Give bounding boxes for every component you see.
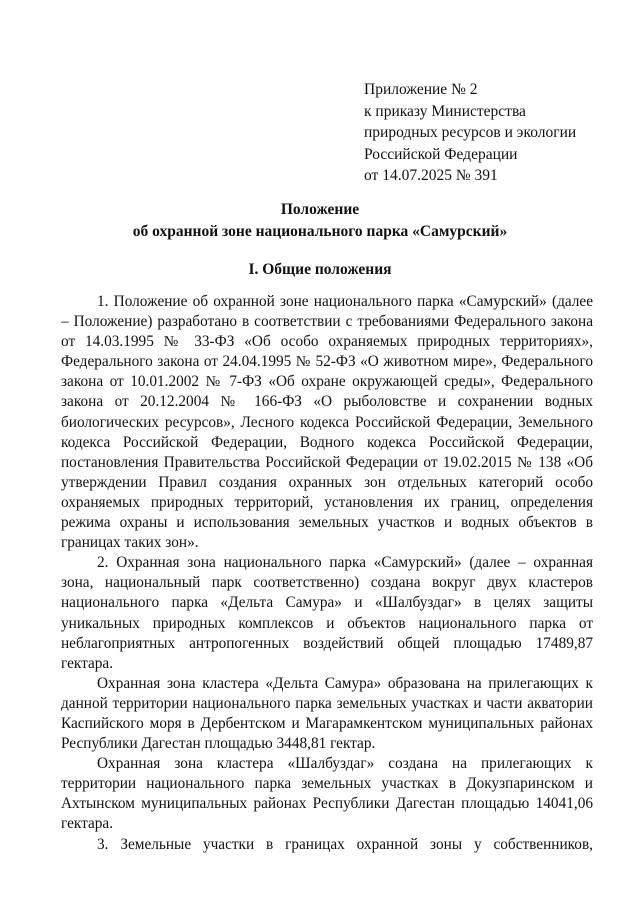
- paragraph-2: 2. Охранная зона национального парка «Самурский» (далее – охранная зона, национальный парк соответственно) создана вокруг двух кластеров национального парка «Дельта Самура» и «Шалбуздаг» в целях защиты уникальных природных комплексов и объектов национального парка от неблагоприятных антропогенных воздействий общей площадью 17489,87 гектара.: [61, 554, 593, 672]
- title-line-1: Положение: [280, 201, 360, 218]
- appendix-line: Российской Федерации: [364, 145, 518, 163]
- paragraph-3: Охранная зона кластера «Дельта Самура» образована на прилегающих к данной территории национального парка земельных участках и части акватории Каспийского моря в Дербентском и Магарамкентском муниципальных районах Республики Дагестан площадью 3448,81 гектар.: [61, 674, 593, 753]
- paragraph-1: 1. Положение об охранной зоне национального парка «Самурский» (далее – Положение) разработано в соответствии с требованиями Федерального закона от 14.03.1995 № 33-ФЗ «Об особо охраняемых природных территориях», Федерального закона от 24.04.1995 № 52-ФЗ «О животном мире», Федерального закона от 10.01.2002 № 7-ФЗ «Об охране окружающей среды», Федерального закона от 20.12.2004 № 166-ФЗ «О рыболовстве и сохранении водных биологических ресурсов», Лесного кодекса Российской Федерации, Земельного кодекса Российской Федерации, Водного кодекса Российской Федерации, постановления Правительства Российской Федерации от 19.02.2015 № 138 «Об утверждении Правил создания охранных зон отдельных категорий особо охраняемых природных территорий, установления их границ, определения режима охраны и использования земельных участков и водных объектов в границах таких зон».: [61, 293, 593, 552]
- paragraph-4: Охранная зона кластера «Шалбуздаг» создана на прилегающих к территории национального парка земельных участках в Докузпаринском и Ахтынском муниципальных районах Республики Дагестан площадью 14041,06 гектара.: [61, 755, 593, 833]
- appendix-header: [364, 79, 576, 187]
- appendix-line: природных ресурсов и экологии: [364, 124, 577, 141]
- appendix-line: от 14.07.2025 № 391: [364, 167, 498, 184]
- appendix-line: Приложение № 2: [364, 81, 478, 98]
- appendix-line: к приказу Министерства: [364, 102, 526, 120]
- document-body: [61, 292, 593, 855]
- section-heading: I. Общие положения: [248, 261, 392, 278]
- title-line-2: об охранной зоне национального парка «Самурский»: [132, 222, 508, 240]
- paragraph-5: 3. Земельные участки в границах охранной зоны у собственников,: [97, 835, 593, 853]
- document-title: [0, 199, 640, 242]
